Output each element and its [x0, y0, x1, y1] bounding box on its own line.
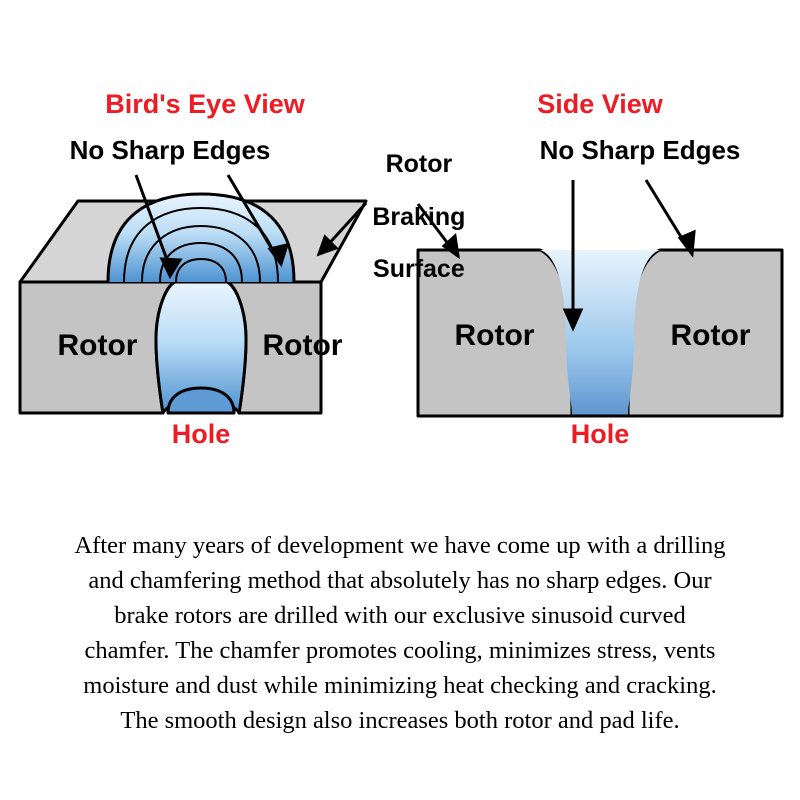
caption-line: chamfer. The chamfer promotes cooling, minimizes stress, vents — [84, 637, 716, 664]
label-rotor-braking-surface — [340, 125, 470, 309]
label-rotor-braking-surface-line2: Braking — [372, 202, 466, 231]
label-no-sharp-edges-right: No Sharp Edges — [539, 135, 741, 165]
title-side-view: Side View — [537, 89, 663, 119]
label-hole-left: Hole — [171, 419, 231, 449]
caption-line: The smooth design also increases both rotor and pad life. — [120, 707, 680, 734]
title-birds-eye-view: Bird's Eye View — [105, 89, 305, 119]
label-rotor-braking-surface-line3: Surface — [373, 255, 465, 284]
caption-line: brake rotors are drilled with our exclusive sinusoid curved — [114, 602, 686, 629]
label-rotor-right: Rotor — [262, 329, 343, 362]
label-rotor-side-right: Rotor — [670, 319, 751, 352]
birds-eye-block — [20, 194, 366, 413]
label-rotor-side-left: Rotor — [454, 319, 535, 352]
caption-line: moisture and dust while minimizing heat checking and cracking. — [83, 672, 717, 699]
label-no-sharp-edges-left: No Sharp Edges — [69, 135, 271, 165]
label-rotor-left: Rotor — [57, 329, 138, 362]
arrow-line-side-right — [646, 180, 686, 245]
caption-paragraph — [8, 528, 792, 738]
caption-line: and chamfering method that absolutely has no sharp edges. Our — [88, 567, 712, 594]
label-hole-right: Hole — [570, 419, 630, 449]
caption-line: After many years of development we have come up with a drilling — [74, 532, 726, 559]
label-rotor-braking-surface-line1: Rotor — [385, 150, 453, 179]
